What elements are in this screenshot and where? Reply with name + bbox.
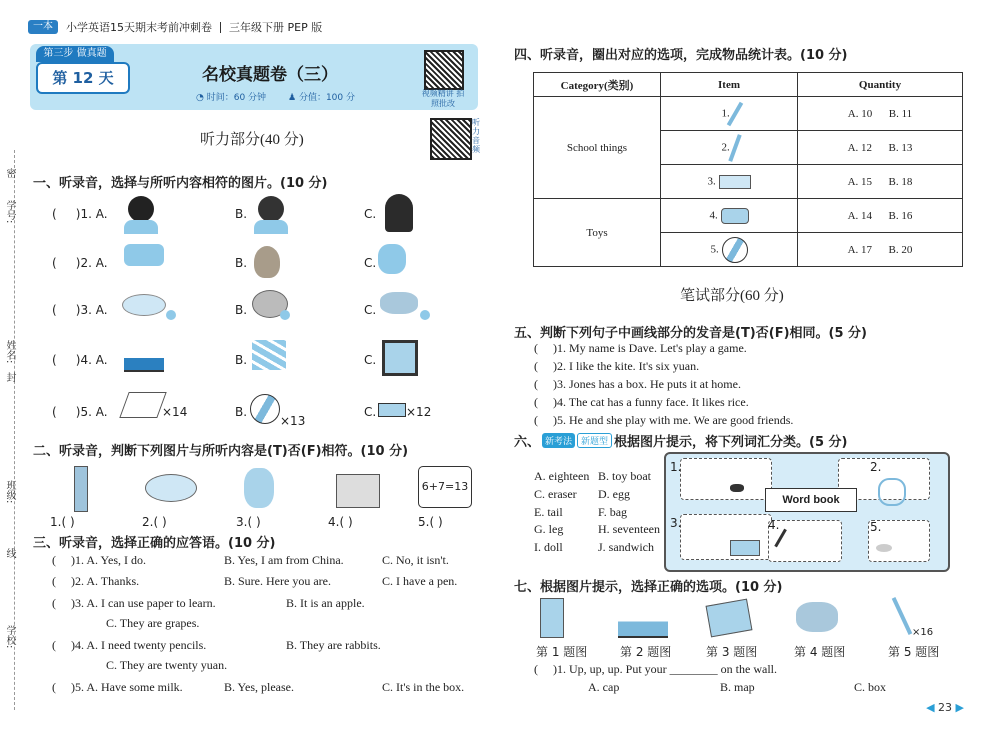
q1-row-5: ( )5. A. [52, 405, 108, 419]
quantity-cell[interactable]: A. 15 B. 18 [798, 165, 963, 199]
seal-label: 密 [4, 168, 15, 178]
word: E. tail [534, 505, 563, 519]
q3-opt-c: C. They are grapes. [106, 616, 200, 630]
q1-row-1: ( )1. A. [52, 207, 108, 221]
pen-icon [728, 134, 741, 162]
q5-row-2: ( )2. I like the kite. It's six yuan. [534, 359, 700, 373]
prev-arrow-icon: ◀ [926, 701, 939, 714]
q1-opt-b: B. [235, 207, 248, 221]
word: H. seventeen [598, 522, 660, 536]
qr-caption: 视频精讲 拍照批改 [421, 89, 465, 108]
clock-icon: ◔ [196, 93, 207, 103]
dog-icon [124, 244, 164, 266]
face-emoji-icon [280, 310, 290, 320]
q2-title: 二、听录音，判断下列图片与所听内容是(T)否(F)相符。(10 分) [33, 444, 409, 459]
person-icon: ♟ [288, 93, 299, 103]
boy-face-icon [128, 196, 154, 222]
line-label: 线 [4, 548, 15, 558]
q2-answer-5[interactable]: 5.( ) [418, 515, 443, 529]
box-number: 2. [870, 460, 882, 474]
class-label: 班级: [4, 480, 15, 504]
q3-opt-c: C. It's in the box. [382, 680, 465, 694]
q7-opt-b: B. map [720, 680, 755, 694]
q3-opt-b: B. It is an apple. [286, 596, 365, 610]
q1-opt-c: C. [364, 303, 377, 317]
item-cell: 2. [661, 131, 798, 165]
quantity-label: ×16 [912, 627, 934, 638]
item-cell: 3. [661, 165, 798, 199]
boy-body [124, 220, 158, 234]
q5-row-4: ( )4. The cat has a funny face. It likes rice. [534, 395, 749, 409]
q4-title: 四、听录音，圈出对应的选项，完成物品统计表。(10 分) [514, 48, 848, 63]
answer-box-1[interactable] [680, 458, 772, 500]
q1-opt-b: B. [235, 256, 248, 270]
name-label: 姓名: [4, 340, 15, 364]
toy-car-icon [721, 208, 749, 224]
word: B. toy boat [598, 469, 651, 483]
q5-row-1: ( )1. My name is Dave. Let's play a game. [534, 341, 747, 355]
item-cell: 1. [661, 97, 798, 131]
picture-frame-icon [382, 340, 418, 376]
fish-bowl-icon [145, 474, 197, 502]
exam-title: 名校真题卷（三） [202, 65, 338, 84]
audio-qr-caption: 听力音频 [472, 118, 480, 154]
q1-row-2: ( )2. A. [52, 256, 108, 270]
q1-opt-c: C. [364, 353, 377, 367]
number-ten-icon [878, 478, 906, 506]
q1-opt-c: C. [364, 405, 377, 419]
q1-opt-c: C. [364, 207, 377, 221]
q2-answer-1[interactable]: 1.( ) [50, 515, 75, 529]
word: F. bag [598, 505, 628, 519]
word-book-center: Word book [765, 488, 857, 512]
q3-row-3: ( )3. A. I can use paper to learn. [52, 596, 216, 610]
q3-opt-b: B. Sure. Here you are. [224, 574, 331, 588]
book-bag-icon [730, 540, 760, 556]
quantity-label: ×13 [280, 414, 306, 428]
qr-code-icon [424, 50, 464, 90]
box-number: 3. [670, 516, 682, 530]
desk-icon [336, 474, 380, 508]
new-method-tag: 新考法 [542, 433, 575, 448]
quantity-cell[interactable]: A. 12 B. 13 [798, 131, 963, 165]
category-school: School things [534, 97, 661, 199]
q1-opt-b: B. [235, 405, 248, 419]
woman-icon [385, 194, 413, 232]
q1-opt-b: B. [235, 353, 248, 367]
word: J. sandwich [598, 540, 654, 554]
word: A. eighteen [534, 469, 590, 483]
face-emoji-icon [420, 310, 430, 320]
time-label: ◔ 时间：60 分钟 [196, 93, 267, 103]
divider [220, 22, 221, 33]
map-icon [706, 599, 753, 638]
maps-icon [252, 340, 286, 370]
quantity-label: ×14 [162, 405, 188, 419]
figure-caption: 第 5 题图 [888, 645, 940, 659]
q5-row-3: ( )3. Jones has a box. He puts it at home. [534, 377, 741, 391]
quantity-cell[interactable]: A. 10 B. 11 [798, 97, 963, 131]
q3-row-5: ( )5. A. Have some milk. [52, 680, 183, 694]
q1-title: 一、听录音，选择与所听内容相符的图片。(10 分) [33, 176, 328, 191]
vegetables-icon [380, 292, 418, 314]
eyes-icon [730, 484, 744, 492]
header-quantity: Quantity [798, 73, 963, 97]
header-item: Item [661, 73, 798, 97]
seal-label-2: 封 [4, 372, 15, 382]
school-label: 学校: [4, 625, 15, 649]
girl-face-icon [258, 196, 284, 222]
eraser-icon [719, 175, 751, 189]
brand-logo: 一本 [28, 20, 58, 34]
math-card: 6+7=13 [418, 466, 472, 508]
category-toys: Toys [534, 199, 661, 267]
face-emoji-icon [166, 310, 176, 320]
boat-icon [124, 340, 164, 372]
grade-label: 三年级下册 PEP 版 [229, 21, 323, 34]
day-badge: 第 12 天 [36, 62, 130, 94]
word: C. eraser [534, 487, 577, 501]
item-cell: 4. [661, 199, 798, 233]
box-number: 1. [670, 460, 682, 474]
q1-row-4: ( )4. A. [52, 353, 108, 367]
cat-icon [244, 468, 274, 508]
q7-row-1: ( )1. Up, up, up. Put your ________ on the wall. [534, 662, 777, 676]
q5-row-5: ( )5. He and she play with me. We are good friends. [534, 413, 794, 427]
q6-title: 六、 新考法 新题型 根据图片提示，将下列词汇分类。(5 分) [514, 435, 848, 450]
page-number: ◀ 23 ▶ [926, 701, 964, 714]
q1-opt-b: B. [235, 303, 248, 317]
ball-icon [250, 394, 280, 424]
header-category: Category(类别) [534, 73, 661, 97]
bread-icon [876, 544, 892, 552]
writing-section-title: 笔试部分(60 分) [680, 288, 784, 304]
q3-opt-b: B. They are rabbits. [286, 638, 381, 652]
figure-caption: 第 1 题图 [536, 645, 588, 659]
quantity-cell[interactable]: A. 17 B. 20 [798, 233, 963, 267]
stats-table [533, 72, 963, 267]
new-type-tag: 新题型 [577, 433, 612, 448]
q7-title: 七、根据图片提示，选择正确的选项。(10 分) [514, 580, 783, 595]
step-tag: 第三步 做真题 [36, 46, 114, 62]
score-label: ♟ 分值：100 分 [288, 93, 355, 103]
quantity-label: ×12 [406, 405, 432, 419]
q3-opt-c: C. I have a pen. [382, 574, 458, 588]
bridge-icon [618, 600, 668, 638]
box-number: 5. [870, 520, 882, 534]
q7-opt-c: C. box [854, 680, 887, 694]
figure-caption: 第 3 题图 [706, 645, 758, 659]
rabbit-icon [254, 246, 280, 278]
eraser-icon [378, 403, 406, 417]
word: G. leg [534, 522, 564, 536]
q3-opt-b: B. Yes, I am from China. [224, 553, 344, 567]
q3-row-4: ( )4. A. I need twenty pencils. [52, 638, 207, 652]
student-id-label: 学号: [4, 200, 15, 224]
q3-opt-c: C. No, it isn't. [382, 553, 449, 567]
cat-icon [378, 244, 406, 274]
q3-opt-c: C. They are twenty yuan. [106, 658, 228, 672]
q1-opt-c: C. [364, 256, 377, 270]
q3-row-1: ( )1. A. Yes, I do. [52, 553, 147, 567]
q3-row-2: ( )2. A. Thanks. [52, 574, 140, 588]
quantity-cell[interactable]: A. 14 B. 16 [798, 199, 963, 233]
clock-tower-icon [74, 466, 88, 512]
q7-opt-a: A. cap [588, 680, 620, 694]
q2-answer-4[interactable]: 4.( ) [328, 515, 353, 529]
q1-row-3: ( )3. A. [52, 303, 108, 317]
pencil-icon [892, 597, 913, 635]
figure-caption: 第 2 题图 [620, 645, 672, 659]
word: I. doll [534, 540, 563, 554]
ball-icon [722, 237, 748, 263]
item-cell: 5. [661, 233, 798, 267]
q5-title: 五、判断下列句子中画线部分的发音是(T)否(F)相同。(5 分) [514, 326, 867, 341]
q3-title: 三、听录音，选择正确的应答语。(10 分) [33, 536, 276, 551]
q2-answer-3[interactable]: 3.( ) [236, 515, 261, 529]
listening-section-title: 听力部分(40 分) [200, 132, 304, 148]
q3-opt-b: B. Yes, please. [224, 680, 295, 694]
box-number: 4. [768, 518, 780, 532]
audio-qr-icon [430, 118, 472, 160]
series-title: 小学英语15天期末考前冲刺卷 [66, 21, 212, 34]
word: D. egg [598, 487, 630, 501]
fish-plate-icon [122, 294, 166, 316]
top-bar [28, 18, 322, 36]
vegetables-icon [796, 602, 838, 632]
figure-caption: 第 4 题图 [794, 645, 846, 659]
window-icon [540, 598, 564, 638]
girl-body [254, 220, 288, 234]
q2-answer-2[interactable]: 2.( ) [142, 515, 167, 529]
kite-icon [119, 392, 166, 418]
next-arrow-icon: ▶ [952, 701, 964, 714]
